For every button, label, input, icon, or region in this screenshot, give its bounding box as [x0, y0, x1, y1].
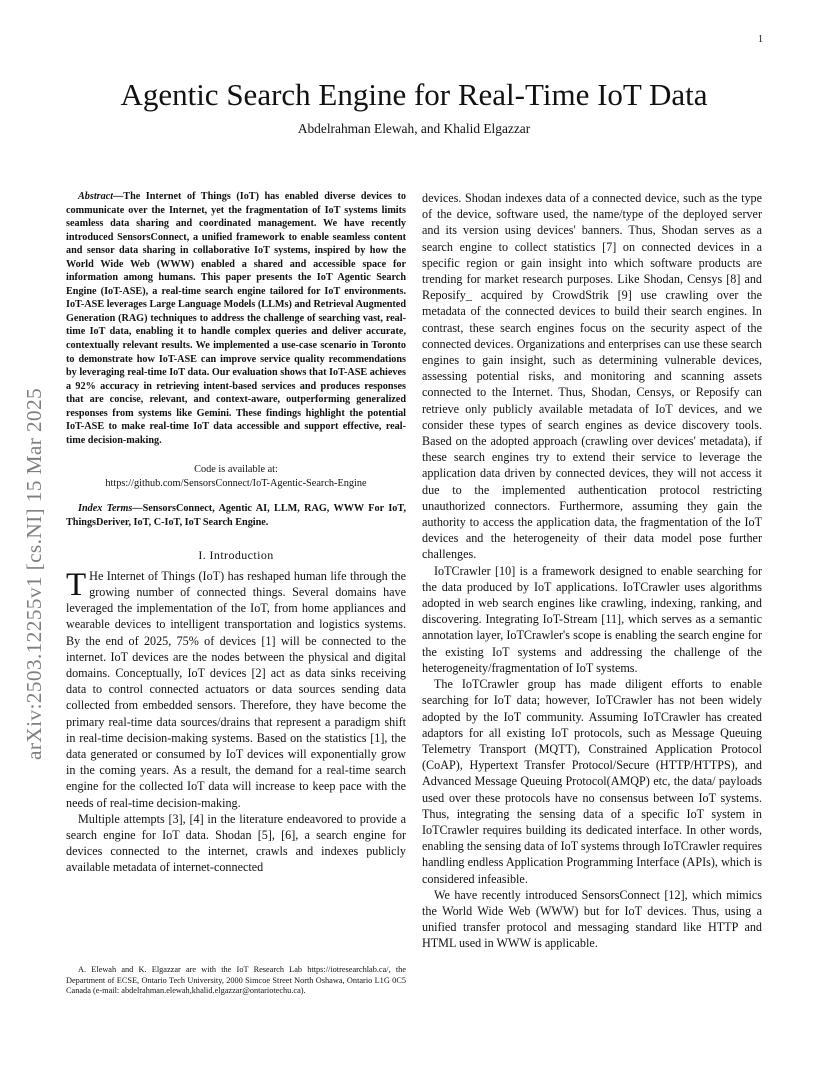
left-column [66, 190, 406, 876]
index-terms-text: —SensorsConnect, Agentic AI, LLM, RAG, WWW For IoT, ThingsDeriver, IoT, C-IoT, IoT Search Engine. [66, 503, 406, 528]
intro-paragraph-1 [66, 568, 406, 811]
code-url-link[interactable]: https://github.com/SensorsConnect/IoT-Agentic-Search-Engine [105, 478, 367, 490]
right-paragraph-1: devices. Shodan indexes data of a connected device, such as the type of the device, software used, the name/type of the deployed server and its version using devices' banners. Thus, Shodan serves as a search engine to collect statistics [7] on connected devices in a specific region or gain insight into which software products are trending for market research purposes. Like Shodan, Censys [8] and Reposify_ acquired by CrowdStrik [9] use crawling over the metadata of the connected devices to build their search engines. In contrast, these search engines focus on the security aspect of the connected devices. Organizations and enterprises can use these search engines to gain insight, such as determining vulnerable devices, assessing potential risks, and monitoring and scanning assets connected to the Internet. Thus, Shodan, Censys, or Reposify can retrieve only publicly available metadata of IoT devices, and we consider these types of search engines as device discovery tools. Based on the adopted approach (crawling over devices' metadata), if these search engines try to extend their service to leverage the application data driven by connected devices, they will not access it due to the implemented authentication protocol restricting unauthorized connectors. Furthermore, assuming they gain the authority to access the application data, the fragmentation of the IoT devices and the heterogeneity of their data model pose further challenges. [422, 191, 762, 562]
right-paragraph-4: We have recently introduced SensorsConnect [12], which mimics the World Wide Web (WWW) but for IoT devices. Thus, using a unified transfer protocol and messaging standard like HTTP and HTML used in WWW is applicable. [422, 887, 762, 951]
index-terms-lead: Index Terms [78, 503, 133, 515]
arxiv-identifier-stamp[interactable]: arXiv:2503.12255v1 [cs.NI] 15 Mar 2025 [22, 387, 46, 760]
section-heading: I. Introduction [198, 547, 274, 562]
author-footnote: A. Elewah and K. Elgazzar are with the IoT Research Lab https://iotresearchlab.ca/, the Department of ECSE, Ontario Tech University, 2000 Simcoe Street North Oshawa, Ontario L1G 0C5 Canada (e-mail: abdelrahman.elewah,khalid.elgazzar@ontariotechu.ca). [66, 965, 406, 995]
paper-authors: Abdelrahman Elewah, and Khalid Elgazzar [297, 121, 531, 136]
intro-paragraph-1-text: He Internet of Things (IoT) has reshaped human life through the growing number of connected things. Several domains have leveraged the implementation of the IoT, from home appliances and wearable devices to intelligent transportation and logistics systems. By the end of 2025, 75% of devices [1] will be connected to the internet. IoT devices are the nodes between the physical and digital domains. Conceptually, IoT devices [2] act as data sinks receiving data to control connected actuators or data sources sending data collected from embedded sensors. Therefore, they have become the primary real-time data sources/drains that represent a paradigm shift in real-time decision-making systems. Based on the statistics [1], the data generated or consumed by IoT devices will exponentially grow in the coming years. As a result, the demand for a real-time search engine for the collected IoT data will increase to keep pace with the needs of real-time decision-making. [66, 568, 406, 810]
right-column [422, 190, 762, 952]
right-paragraph-2: IoTCrawler [10] is a framework designed to enable searching for the data produced by IoT applications. IoTCrawler uses algorithms adopted in web search engines like crawling, indexing, ranking, and discovering. Integrating IoT-Stream [11], which serves as a semantic annotation layer, IoTCrawler's scope is enabling the search engine for the existing IoT systems and addressing the challenge of the heterogeneity/fragmentation of IoT systems. [422, 563, 762, 675]
abstract-text: —The Internet of Things (IoT) has enabled diverse devices to communicate over the Internet, yet the fragmentation of IoT systems limits seamless data sharing and coordinated management. We have recently introduced SensorsConnect, a unified framework to enable seamless content and sensor data sharing in collaborative IoT systems, inspired by how the World Wide Web (WWW) enabled a shared and accessible space for information among humans. This paper presents the IoT Agentic Search Engine (IoT-ASE), a real-time search engine tailored for IoT environments. IoT-ASE leverages Large Language Models (LLMs) and Retrieval Augmented Generation (RAG) techniques to address the challenge of searching vast, real-time IoT data, enabling it to handle complex queries and deliver accurate, contextually relevant results. We implemented a use-case scenario in Toronto to demonstrate how IoT-ASE can improve service quality recommendations by leveraging real-time IoT data. Our evaluation shows that IoT-ASE achieves a 92% accuracy in retrieving intent-based services and produces responses that are concise, relevant, and context-aware, outperforming generalized responses from systems like Gemini. These findings highlight the potential IoT-ASE to make real-time IoT data accessible and support effective, real-time decision-making. [66, 191, 406, 446]
index-terms [66, 502, 406, 529]
intro-paragraph-2: Multiple attempts [3], [4] in the literature endeavored to provide a search engine for IoT data. Shodan [5], [6], a search engine for devices connected to the internet, crawls and indexes publicly available metadata of internet-connected [66, 811, 406, 875]
abstract-lead: Abstract [78, 191, 114, 202]
page-number: 1 [758, 34, 763, 45]
code-label: Code is available at: [194, 464, 278, 476]
right-paragraph-3: The IoTCrawler group has made diligent efforts to enable searching for IoT data; however, IoTCrawler has not been widely adopted by the IoT community. Assuming IoTCrawler has created adaptors for all existing IoT protocols, such as Message Queuing Telemetry Transport (MQTT), Constrained Application Protocol (CoAP), Hypertext Transfer Protocol/Secure (HTTP/HTTPS), and Advanced Message Queuing Protocol(AMQP) etc, the data/ payloads used over these protocols have no consensus between IoT systems. Thus, integrating the sensing data of a specific IoT system in IoTCrawler requires building its dedicated interface. In other words, enabling the sensing data of IoT systems through IoTCrawler requires handling endless Application Programming Interface (APIs), which is considered infeasible. [422, 677, 762, 886]
code-availability [66, 463, 406, 491]
drop-cap: T [66, 566, 87, 603]
paper-title: Agentic Search Engine for Real-Time IoT Data [120, 77, 708, 112]
abstract [66, 190, 406, 447]
